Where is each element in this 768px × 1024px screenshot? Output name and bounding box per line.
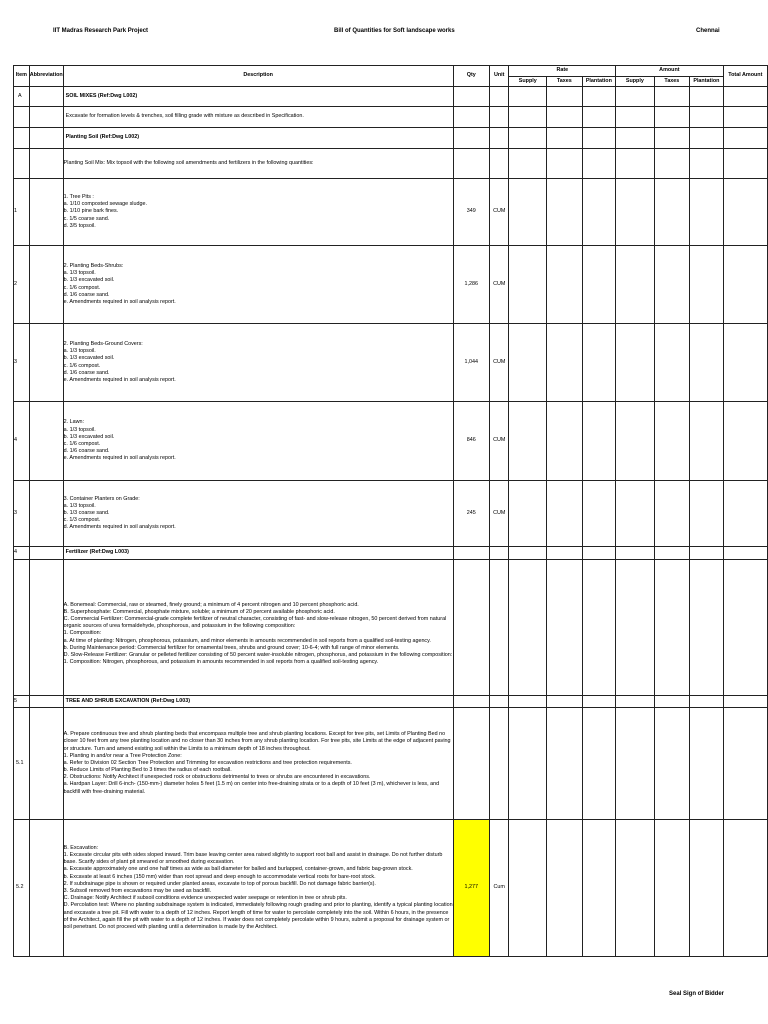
qty-value-highlighted: 1,277 (453, 820, 489, 957)
table-row (14, 708, 768, 820)
section-title: TREE AND SHRUB EXCAVATION (Ref:Dwg L003) (63, 696, 453, 708)
desc-line: a. Refer to Division 02 Section Tree Protection and Trimming for excavation restrictions and tree protection requirements. (63, 759, 352, 766)
desc-line: A. Bonemeal: Commercial, raw or steamed, finely ground; a minimum of 4 percent nitrogen and 10 percent phosphoric acid. (63, 601, 359, 608)
description-lines (63, 820, 453, 957)
desc-line: 2. Obstructions: Notify Architect if unexpected rock or obstructions detrimental to trees or shrubs are encountered in excavations. (63, 774, 371, 781)
desc-line: a. Hardpan Layer: Drill 6-inch- (150-mm-) diameter holes 5 feet (1.5 m) on center into free-draining strata or to a depth of 10 feet (3 m), whichever is less, and (63, 781, 440, 788)
desc-line: e. Amendments required in soil analysis report. (63, 298, 176, 305)
desc-line: B. Excavation: (63, 844, 99, 851)
desc-line: c. 1/6 compost. (63, 441, 101, 447)
desc-line: 3. Subsoil removed from excavations may be used as backfill. (63, 888, 212, 894)
desc-line: c. 1/5 coarse sand. (63, 215, 110, 222)
desc-line: a. 1/3 topsoil. (63, 502, 96, 509)
desc-line: 3. Container Planters on Grade: (63, 495, 140, 502)
description-lines (63, 708, 453, 820)
item-number: 1 (14, 179, 30, 246)
subsection-title: Planting Soil (Ref:Dwg L002) (63, 128, 453, 149)
desc-line: d. 1/6 coarse sand. (63, 448, 110, 455)
desc-line: 1. Excavate circular pits with sides sloped inward. Trim base leaving center area raised slightly to support root ball and assist in drainage. Do not further disturb (63, 852, 443, 859)
col-amount-taxes: Taxes (654, 77, 690, 87)
desc-line: a. 1/3 topsoil. (63, 348, 96, 355)
desc-line: b. Reduce Limits of Planting Bed to 3 times the radius of each rootball. (63, 767, 232, 774)
description-text: Planting Soil Mix: Mix topsoil with the following soil amendments and fertilizers in the following quantities: (63, 149, 453, 179)
table-row (14, 324, 768, 402)
item-number: 5 (14, 696, 30, 708)
item-number: 5.2 (14, 820, 30, 957)
desc-line: 1. Composition: (63, 630, 102, 637)
qty-value: 349 (453, 179, 489, 246)
desc-line: and excavate a tree pit. Fill with water to a depth of 12 inches. Report length of time for water to percolate completely into the soil. Within 6 hours, in the presence (63, 909, 449, 916)
description-lines (63, 560, 453, 696)
qty-value: 245 (453, 481, 489, 547)
description-lines (63, 179, 453, 246)
desc-line: b. During Maintenance period: Commercial fertilizer for ornamental trees, shrubs and ground cover; 10-6-4; with full range of minor elements. (63, 644, 400, 651)
section-row-excavation (14, 696, 768, 708)
qty-value: 1,286 (453, 246, 489, 324)
desc-line: d. 3/5 topsoil. (63, 222, 96, 229)
desc-line: d. 1/6 coarse sand. (63, 291, 110, 298)
col-rate-taxes: Taxes (547, 77, 583, 87)
col-unit: Unit (489, 66, 509, 87)
desc-line: b. Excavate at least 6 inches (150 mm) wider than root spread and deep enough to accommodate vertical roots for bare-root stock. (63, 873, 376, 880)
qty-value: 846 (453, 402, 489, 481)
section-title: Fertilizer (Ref:Dwg L003) (63, 547, 453, 560)
unit-value: CUM (489, 402, 509, 481)
col-item: Item (14, 66, 30, 87)
boq-table (13, 65, 768, 957)
desc-line: a. 1/3 topsoil. (63, 270, 96, 277)
desc-line: or structure. Turn and amend existing soil within the Limits to a minimum depth of 18 inches throughout. (63, 745, 311, 752)
desc-line: backfill with free-draining material. (63, 788, 146, 795)
desc-line: 1. Tree Pits : (63, 194, 94, 201)
col-amount-plantation: Plantation (690, 77, 724, 87)
desc-line: organic sources of urea formaldehyde, phosphorous, and potassium in the following composition: (63, 623, 296, 630)
col-total: Total Amount (723, 66, 767, 87)
unit-value: CUM (489, 481, 509, 547)
table-row (14, 481, 768, 547)
desc-line: a. 1/3 topsoil. (63, 426, 96, 433)
unit-value: CUM (489, 179, 509, 246)
item-number: A (14, 87, 30, 107)
desc-line: c. 1/6 compost. (63, 362, 101, 369)
desc-line: closer 10 feet from any tree planting location and no closer than 30 inches from any shrub planting location. For tree pits, site Limits at the edge of adjacent paving (63, 738, 451, 745)
unit-value: CUM (489, 324, 509, 402)
desc-line: b. 1/3 excavated soil. (63, 277, 115, 284)
item-number: 3 (14, 481, 30, 547)
item-number: 4 (14, 402, 30, 481)
item-number: 4 (14, 547, 30, 560)
item-number: 3 (14, 324, 30, 402)
section-row-soil-mixes (14, 87, 768, 107)
section-title: SOIL MIXES (Ref:Dwg L002) (63, 87, 453, 107)
desc-line: a. 1/10 composted sewage sludge. (63, 201, 147, 208)
desc-line: c. 1/6 compost. (63, 284, 101, 291)
desc-line: b. 1/3 excavated soil. (63, 433, 115, 440)
description-lines (63, 246, 453, 324)
desc-line: e. Amendments required in soil analysis report. (63, 376, 176, 383)
desc-line: D. Percolation test: Where no planting subdrainage system is indicated, immediately following rough grading and prior to planting, identify a typical planting location (63, 902, 453, 909)
description-lines (63, 324, 453, 402)
col-amount: Amount (616, 66, 724, 77)
desc-line: C. Commercial Fertilizer: Commercial-grade complete fertilizer of neutral character, consisting of fast- and slow-release nitrogen, 50 percent derived from natural (63, 616, 447, 623)
desc-line: A. Prepare continuous tree and shrub planting beds that encompass multiple tree and shrub planting locations. Except for tree pits, set Limits of Planting Bed no (63, 731, 446, 738)
col-rate: Rate (509, 66, 616, 77)
description-lines (63, 481, 453, 547)
col-rate-supply: Supply (509, 77, 547, 87)
col-qty: Qty (453, 66, 489, 87)
col-amount-supply: Supply (616, 77, 655, 87)
table-row (14, 179, 768, 246)
desc-line: base. Scarify sides of plant pit smeared or smoothed during excavation. (63, 859, 235, 866)
desc-line: e. Amendments required in soil analysis report. (63, 455, 176, 462)
project-title: IIT Madras Research Park Project (53, 28, 149, 34)
description-lines (63, 402, 453, 481)
header-row (14, 66, 768, 77)
desc-line: a. Excavate approximately one and one half times as wide as ball diameter for balled and burlapped, container-grown, and fabric bag-grown stock. (63, 866, 413, 873)
desc-line: D. Slow-Release Fertilizer: Granular or pelleted fertilizer consisting of 50 percent water-insoluble nitrogen, phosphorus, and potassium in the following composition: (63, 651, 453, 658)
bidder-signature-label: Seal Sign of Bidder (669, 991, 725, 997)
desc-line: b. 1/3 coarse sand. (63, 509, 110, 516)
qty-value: 1,044 (453, 324, 489, 402)
item-number: 2 (14, 246, 30, 324)
table-row (14, 107, 768, 128)
unit-value: CUM (489, 246, 509, 324)
table-row (14, 246, 768, 324)
desc-line: d. 1/6 coarse sand. (63, 369, 110, 376)
item-number: 5.1 (14, 708, 30, 820)
document-title: Bill of Quantities for Soft landscape works (334, 28, 455, 34)
desc-line: b. 1/10 pine bark fines. (63, 208, 119, 215)
desc-line: of the Architect, again fill the pit with water to a depth of 12 inches. If water does not completely percolate within 9 hours, submit a proposal for drainage system or (63, 916, 450, 923)
desc-line: 1. Planting in and/or near a Tree Protection Zone: (63, 752, 182, 759)
col-abbrev: Abbreviation (29, 66, 63, 87)
desc-line: b. 1/3 excavated soil. (63, 355, 115, 362)
desc-line: soil penetrant. Do not proceed with planting until a determination is made by the Architect. (63, 923, 278, 930)
unit-value: Cum (489, 820, 509, 957)
table-row (14, 560, 768, 696)
desc-line: 2. Planting Beds-Ground Covers: (63, 340, 143, 347)
desc-line: c. 1/3 compost. (63, 517, 101, 524)
subsection-row-planting-soil (14, 128, 768, 149)
desc-line: 1. Composition: Nitrogen, phosphorous, and potassium in amounts recommended in soil reports from a qualified soil-testing agency. (63, 659, 379, 666)
col-description: Description (63, 66, 453, 87)
desc-line: C. Drainage: Notify Architect if subsoil conditions evidence unexpected water seepage or retention in tree or shrub pits. (63, 895, 347, 902)
desc-line: a. At time of planting: Nitrogen, phosphorous, potassium, and minor elements in amounts recommended in soil reports from a qualified soil-testing agency. (63, 637, 431, 644)
desc-line: 2. Lawn: (63, 419, 85, 426)
desc-line: B. Superphosphate: Commercial, phosphate mixture, soluble; a minimum of 20 percent available phosphoric acid. (63, 608, 335, 615)
desc-line: d. Amendments required in soil analysis report. (63, 524, 176, 531)
desc-line: 2. Planting Beds-Shrubs: (63, 262, 124, 269)
section-row-fertilizer (14, 547, 768, 560)
table-row (14, 149, 768, 179)
location: Chennai (696, 28, 720, 34)
desc-line: 2. If subdrainage pipe is shown or required under planted areas, excavate to top of porous backfill. Do not damage fabric barrier(s). (63, 880, 376, 887)
description-text: Excavate for formation levels & trenches, soil filling grade with mixture as described in Specification. (63, 107, 453, 128)
table-row (14, 820, 768, 957)
table-row (14, 402, 768, 481)
col-rate-plantation: Plantation (582, 77, 616, 87)
